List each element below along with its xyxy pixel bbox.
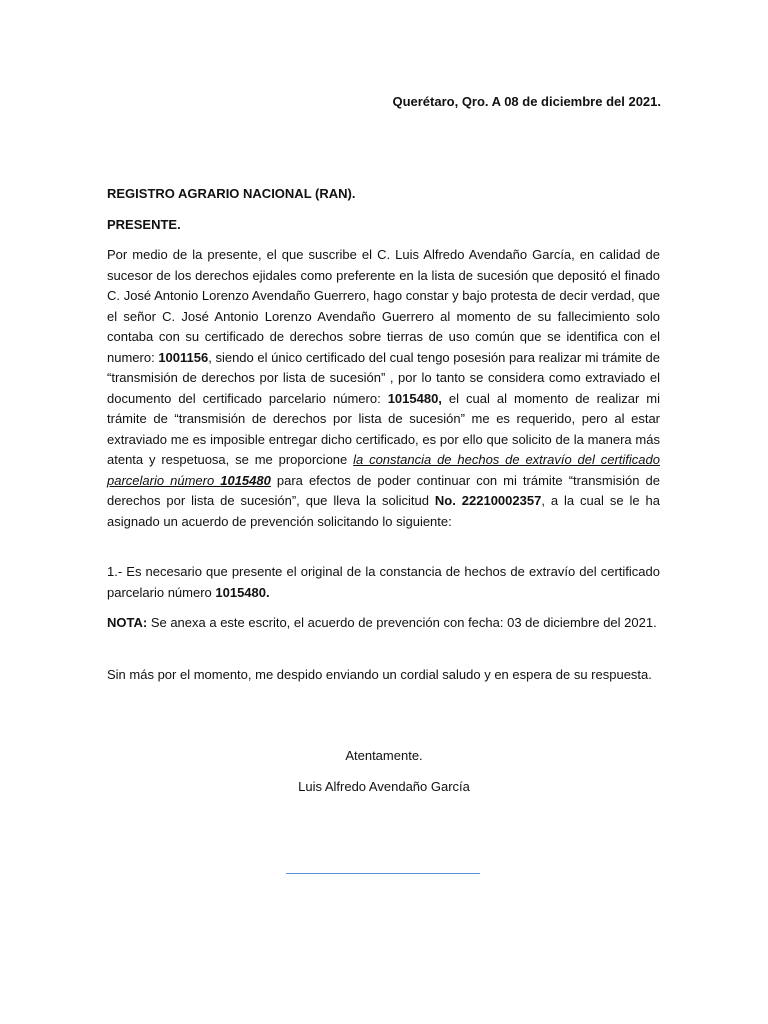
paragraph-main-text-5: , a la cual se le ha asignado un acuerdo de prevención solicitando lo siguiente: — [107, 493, 660, 529]
note-label: NOTA: — [107, 615, 148, 630]
paragraph-main-text-1: Por medio de la presente, el que suscribe el C. Luis Alfredo Avendaño García, en calidad de sucesor de los derechos ejidales como preferente en la lista de sucesión que depositó el finado C. José Antonio Lorenzo Avendaño Guerrero, hago constar y bajo protesta de decir verdad, que el señor C. José Antonio Lorenzo Avendaño Guerrero al momento de su fallecimiento solo contaba con su certificado de derechos sobre tierras de uso común que se identifica con el numero: — [107, 247, 660, 365]
request-number: No. 22210002357 — [434, 493, 542, 508]
paragraph-note — [107, 613, 660, 634]
signature-line — [286, 873, 480, 874]
requested-document: la constancia de hechos de extravío del certificado parcelario número — [107, 452, 660, 488]
paragraph-main-text-3: el cual al momento de realizar mi trámite de “transmisión de derechos por lista de sucesión” me es requerido, pero al estar extraviado me es imposible entregar dicho certificado, es por ello que solicito de la manera más atenta y respetuosa, se me proporcione — [107, 390, 660, 467]
paragraph-main-text-4: para efectos de poder continuar con mi trámite “transmisión de derechos por lista de sucesión”, que lleva la solicitud — [107, 472, 660, 508]
date-line: Querétaro, Qro. A 08 de diciembre del 2021. — [392, 94, 661, 109]
paragraph-main-text-2: , siendo el único certificado del cual tengo posesión para realizar mi trámite de “transmisión de derechos por lista de sucesión” , por lo tanto se considera como extraviado el documento del certificado parcelario número: — [107, 349, 660, 406]
closing-text: Atentamente. — [345, 748, 423, 763]
parcel-certificate-number: 1015480, — [387, 390, 442, 406]
signer-name: Luis Alfredo Avendaño García — [298, 779, 470, 794]
paragraph-farewell: Sin más por el momento, me despido enviando un cordial saludo y en espera de su respuesta. — [107, 667, 652, 682]
recipient-line: REGISTRO AGRARIO NACIONAL (RAN). — [107, 186, 356, 201]
salutation: PRESENTE. — [107, 217, 181, 232]
requirement-number: 1015480. — [215, 584, 270, 600]
requirement-text: 1.- Es necesario que presente el original de la constancia de hechos de extravío del certificado parcelario número — [107, 564, 660, 600]
paragraph-requirement — [107, 562, 660, 603]
note-text: Se anexa a este escrito, el acuerdo de prevención con fecha: 03 de diciembre del 2021. — [147, 615, 657, 630]
requested-document-number: 1015480 — [220, 472, 271, 488]
common-certificate-number: 1001156 — [158, 349, 209, 365]
paragraph-main — [107, 245, 660, 532]
